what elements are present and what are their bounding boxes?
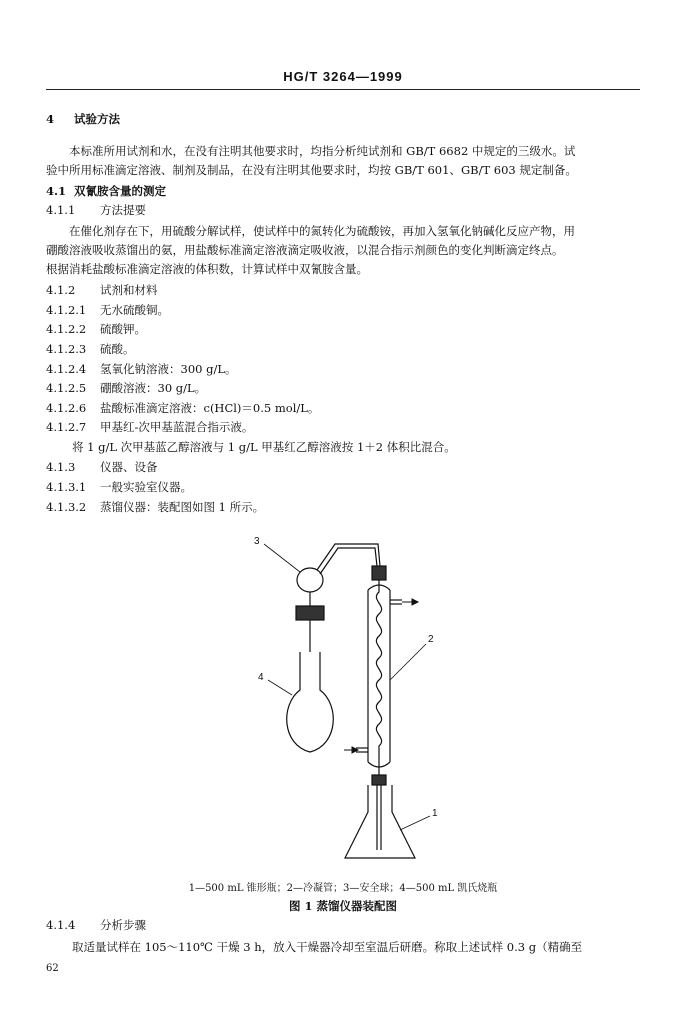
figure-label-2: 2	[428, 634, 434, 645]
item-number: 4.1.3.2	[46, 500, 87, 514]
procedure-line-1: 取适量试样在 105～110℃ 干燥 3 h，放入干燥器冷却至室温后研磨。称取上述试样 0.3 g（精确至	[72, 940, 583, 954]
section-4-1-2-heading	[46, 283, 158, 297]
item-number: 4.1.2.4	[46, 362, 87, 376]
section-title: 方法提要	[100, 203, 146, 217]
section-title: 仪器、设备	[100, 460, 158, 474]
reagent-item	[46, 362, 236, 376]
figure-legend: 1—500 mL 锥形瓶；2—冷凝管；3—安全球；4—500 mL 凯氏烧瓶	[188, 883, 498, 894]
method-summary	[46, 222, 640, 279]
item-text: 甲基红-次甲基蓝混合指示液。	[100, 420, 254, 434]
section-4-1-heading	[46, 184, 166, 198]
section-number: 4.1.3	[46, 460, 76, 474]
item-text: 盐酸标准滴定溶液：c(HCl)＝0.5 mol/L。	[100, 401, 320, 415]
section-number: 4.1	[46, 184, 67, 198]
condenser-coil	[376, 580, 381, 785]
condenser-jacket	[368, 585, 390, 767]
figure-label-3: 3	[254, 536, 260, 547]
section-title: 试剂和材料	[100, 283, 158, 297]
item-text: 氢氧化钠溶液：300 g/L。	[100, 362, 237, 376]
item-text: 硫酸。	[100, 342, 135, 356]
page-number: 62	[46, 963, 59, 974]
summary-line-1: 在催化剂存在下，用硫酸分解试样，使试样中的氮转化为硫酸铵，再加入氢氧化钠碱化反应产物，用	[69, 224, 575, 238]
section-4-1-1-heading	[46, 203, 146, 217]
item-number: 4.1.2.7	[46, 420, 87, 434]
conical-flask	[345, 785, 415, 858]
section-number: 4.1.4	[46, 918, 76, 932]
summary-line-3: 根据消耗盐酸标准滴定溶液的体积数，计算试样中双氰胺含量。	[46, 262, 368, 276]
section-number: 4.1.1	[46, 203, 76, 217]
item-text: 硫酸钾。	[100, 322, 146, 336]
distillation-apparatus-figure	[240, 530, 450, 870]
figure-title: 图 1 蒸馏仪器装配图	[288, 899, 397, 913]
section-4-intro	[46, 142, 640, 180]
figure-label-1: 1	[432, 808, 438, 819]
section-4-1-4-heading	[46, 918, 146, 932]
standard-code-header: HG/T 3264—1999	[283, 69, 403, 84]
section-number: 4	[46, 112, 55, 126]
item-number: 4.1.2.3	[46, 342, 87, 356]
item-number: 4.1.2.5	[46, 381, 87, 395]
equipment-item	[46, 480, 192, 494]
intro-line-2: 验中所用标准滴定溶液、制剂及制品，在没有注明其他要求时，均按 GB/T 601、GB/T 603 规定制备。	[46, 163, 577, 177]
item-number: 4.1.2.1	[46, 303, 87, 317]
figure-label-4: 4	[258, 672, 264, 683]
reagent-item	[46, 381, 206, 395]
item-number: 4.1.2.6	[46, 401, 87, 415]
item-text: 一般实验室仪器。	[100, 480, 192, 494]
flask-stopper	[296, 606, 324, 620]
safety-bulb	[297, 568, 323, 592]
item-text: 蒸馏仪器：装配图如图 1 所示。	[100, 500, 265, 514]
intro-line-1: 本标准所用试剂和水，在没有注明其他要求时，均指分析纯试剂和 GB/T 6682 中规定的三级水。试	[69, 144, 576, 158]
section-4-1-3-heading	[46, 460, 158, 474]
reagent-item	[46, 401, 319, 415]
section-title: 双氰胺含量的测定	[74, 184, 166, 198]
reagent-item	[46, 420, 253, 434]
item-text: 硼酸溶液：30 g/L。	[100, 381, 207, 395]
header-rule	[46, 89, 640, 90]
item-number: 4.1.2.2	[46, 322, 87, 336]
section-title: 试验方法	[74, 112, 120, 126]
reagent-item	[46, 342, 135, 356]
reagent-item	[46, 303, 169, 317]
reagent-item	[46, 322, 146, 336]
summary-line-2: 硼酸溶液吸收蒸馏出的氨，用盐酸标准滴定溶液滴定吸收液，以混合指示剂颜色的变化判断滴定终点。	[46, 243, 564, 257]
indicator-note: 将 1 g/L 次甲基蓝乙醇溶液与 1 g/L 甲基红乙醇溶液按 1＋2 体积比混合。	[72, 440, 456, 454]
section-title: 分析步骤	[100, 918, 146, 932]
item-number: 4.1.3.1	[46, 480, 87, 494]
kjeldahl-flask	[287, 652, 334, 752]
section-number: 4.1.2	[46, 283, 76, 297]
section-4-heading	[46, 112, 120, 126]
item-text: 无水硫酸铜。	[100, 303, 169, 317]
equipment-item	[46, 500, 264, 514]
